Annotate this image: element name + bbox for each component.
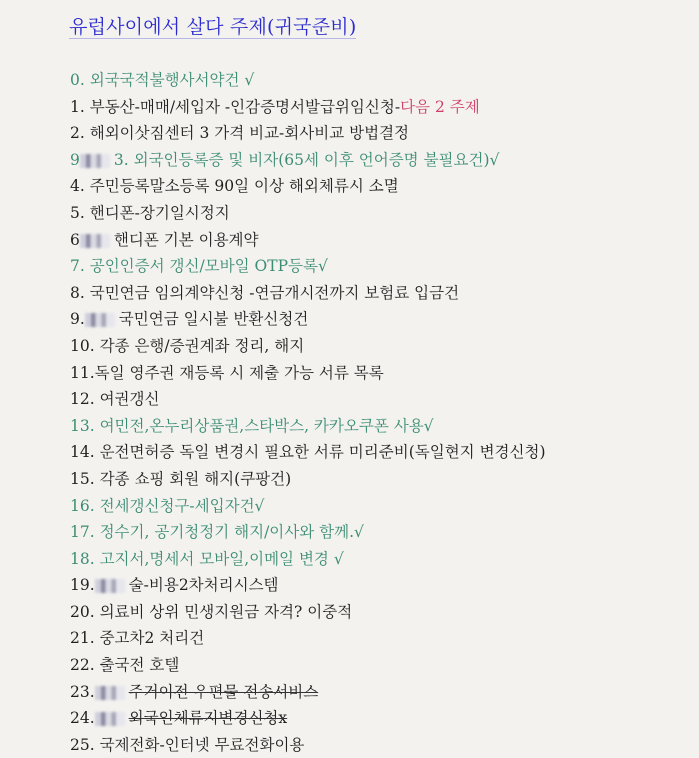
list-item — [70, 652, 692, 679]
item-text: 14. 운전면허증 독일 변경시 필요한 서류 미리준비(독일현지 변경신청) — [70, 443, 546, 462]
item-number: 9. — [70, 310, 85, 329]
list-item — [70, 546, 692, 573]
list-item — [70, 67, 692, 94]
item-text: 18. 고지서,명세서 모바일,이메일 변경 √ — [70, 549, 344, 568]
list-item — [70, 120, 692, 147]
item-text: 22. 출국전 호텔 — [70, 656, 180, 675]
list-item — [70, 173, 692, 200]
redacted-marker — [80, 154, 110, 168]
list-item — [70, 227, 692, 254]
list-item — [70, 519, 692, 546]
item-text: 4. 주민등록말소등록 90일 이상 해외체류시 소멸 — [70, 177, 399, 196]
item-text: 25. 국제전화-인터넷 무료전화이용 — [70, 735, 305, 754]
list-item — [70, 333, 692, 360]
redacted-marker — [95, 712, 125, 726]
redacted-marker — [95, 686, 125, 700]
item-text: 10. 각종 은행/증권계좌 정리, 해지 — [70, 336, 305, 355]
list-item — [70, 599, 692, 626]
list-item — [70, 94, 692, 121]
task-list — [70, 67, 692, 758]
list-item — [70, 679, 692, 706]
item-number: 6 — [70, 230, 80, 249]
redacted-marker — [80, 234, 110, 248]
item-text: 술-비용2차처리시스템 — [128, 576, 279, 595]
item-text: 13. 여민전,온누리상품권,스타박스, 카카오쿠폰 사용√ — [70, 416, 434, 435]
item-text: 15. 각종 쇼핑 회원 해지(쿠팡건) — [70, 469, 292, 488]
list-item — [70, 386, 692, 413]
page-title: 유럽사이에서 살다 주제(귀국준비) — [69, 16, 357, 38]
item-text: 16. 전세갱신청구-세입자건√ — [70, 496, 265, 515]
list-item — [70, 147, 692, 174]
item-text: 11.독일 영주권 재등록 시 제출 가능 서류 목록 — [70, 363, 384, 382]
item-text: 1. 부동산-매매/세입자 -인감증명서발급위임신청- — [70, 97, 401, 116]
list-item — [70, 360, 692, 387]
list-item — [70, 413, 692, 440]
list-item — [70, 466, 692, 493]
list-item — [70, 253, 692, 280]
list-item — [70, 306, 692, 333]
item-text: 0. 외국국적불행사서약건 √ — [70, 71, 255, 89]
redacted-marker — [95, 579, 125, 593]
item-text: 8. 국민연금 임의계약신청 -연금개시전까지 보험료 입금건 — [70, 283, 460, 302]
item-text: 핸디폰 기본 이용계약 — [113, 230, 259, 249]
item-text: 주거이전 우편물 전송서비스 — [128, 682, 319, 701]
list-item — [70, 200, 692, 227]
item-text: 2. 해외이삿짐센터 3 가격 비교-회사비교 방법결정 — [70, 124, 410, 143]
item-text: 5. 핸디폰-장기일시정지 — [70, 203, 230, 222]
list-item — [70, 732, 692, 758]
item-text: 12. 여권갱신 — [70, 390, 160, 409]
item-text: 7. 공인인증서 갱신/모바일 OTP등록√ — [70, 257, 328, 276]
item-number: 9 — [70, 150, 80, 169]
item-highlight: 다음 2 주제 — [400, 97, 480, 116]
item-text: 17. 정수기, 공기청정기 해지/이사와 함께.√ — [70, 523, 364, 542]
item-number: 19. — [70, 576, 95, 595]
item-text: 국민연금 일시불 반환신청건 — [118, 310, 309, 329]
item-text: 21. 중고차2 처리건 — [70, 629, 205, 648]
list-item — [70, 280, 692, 307]
list-item — [70, 439, 692, 466]
list-item — [70, 572, 692, 599]
list-item — [70, 493, 692, 520]
item-number: 23. — [70, 682, 95, 701]
list-item — [70, 705, 692, 732]
item-text: 20. 의료비 상위 민생지원금 자격? 이중적 — [70, 602, 353, 621]
item-text: 외국인체류지변경신청x — [128, 709, 288, 728]
item-number: 24. — [70, 709, 95, 728]
list-item — [70, 625, 692, 652]
item-text: 3. 외국인등록증 및 비자(65세 이후 언어증명 불필요건)√ — [113, 150, 500, 169]
redacted-marker — [85, 313, 115, 327]
